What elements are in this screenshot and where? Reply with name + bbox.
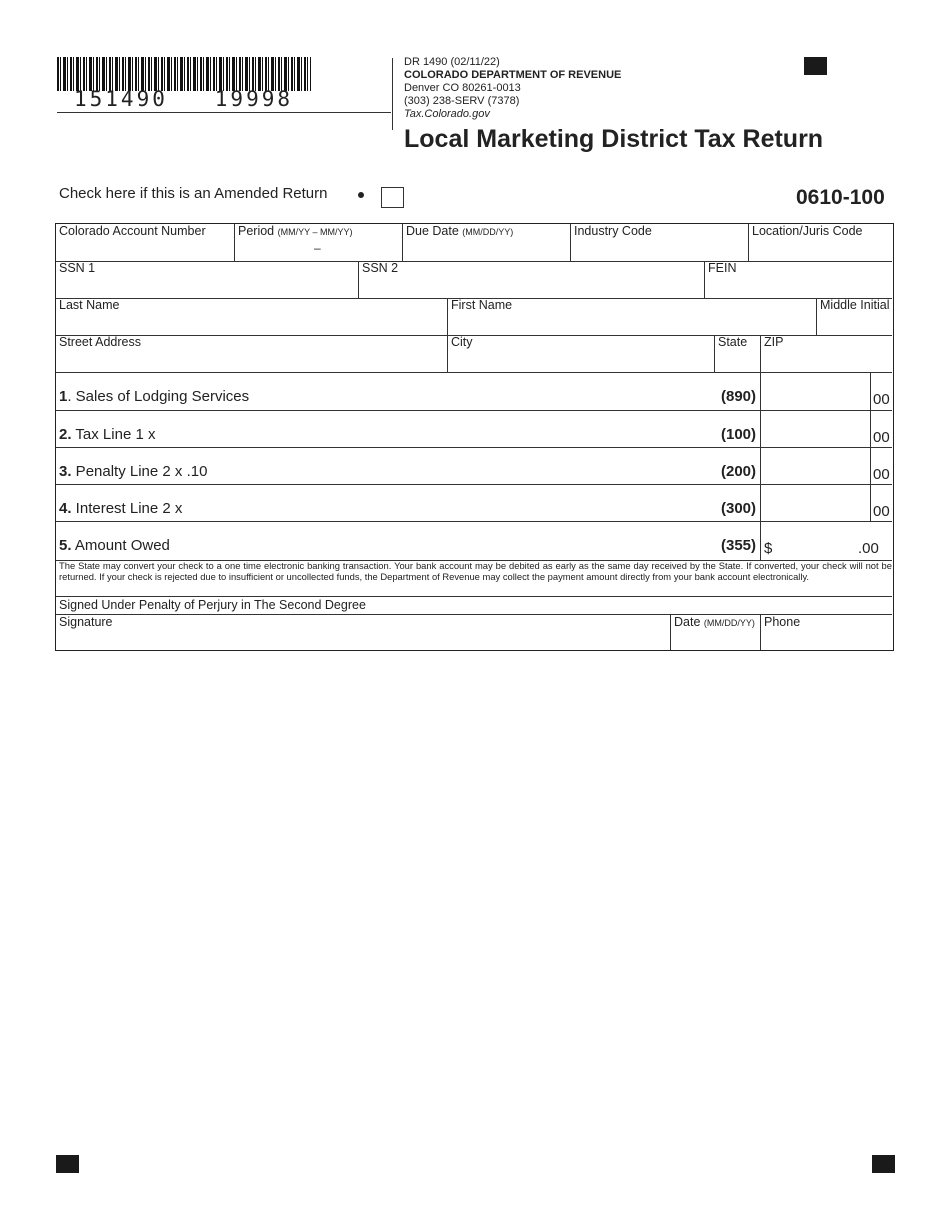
- location-code-label: Location/Juris Code: [752, 224, 863, 238]
- line-2-code: (100): [721, 426, 757, 443]
- registration-mark-bottom-left: [56, 1155, 79, 1173]
- period-separator: –: [314, 241, 321, 255]
- signature-label: Signature: [59, 615, 113, 629]
- line-2-cents: 00: [873, 429, 890, 446]
- line-5-code: (355): [721, 537, 757, 554]
- agency-address: Denver CO 80261-0013: [404, 82, 521, 94]
- payment-notice: The State may convert your check to a one time electronic banking transaction. Your bank account may be debited as early as the same day received by the State. If converted, your check will not be returned. If your check is rejected due to insufficient or uncollected funds, the Department of Revenue may collect the payment amount directly from your bank account electronically.: [59, 560, 892, 582]
- industry-code-label: Industry Code: [574, 224, 652, 238]
- registration-mark-bottom-right: [872, 1155, 895, 1173]
- agency-name: COLORADO DEPARTMENT OF REVENUE: [404, 69, 622, 81]
- barcode: [57, 57, 311, 91]
- state-label: State: [718, 335, 748, 349]
- phone-label: Phone: [764, 615, 801, 629]
- agency-phone: (303) 238-SERV (7378): [404, 95, 520, 107]
- page-title: Local Marketing District Tax Return: [404, 125, 824, 153]
- line-4-code: (300): [721, 500, 757, 517]
- zip-label: ZIP: [764, 335, 784, 349]
- city-label: City: [451, 335, 473, 349]
- account-number-label: Colorado Account Number: [59, 224, 206, 238]
- line-5-label: 5. Amount Owed: [59, 537, 170, 554]
- line-1-label: 1. Sales of Lodging Services: [59, 388, 250, 405]
- form-number: 0610-100: [796, 186, 885, 209]
- amended-checkbox[interactable]: [381, 187, 404, 208]
- registration-mark-top: [804, 57, 827, 75]
- street-address-label: Street Address: [59, 335, 141, 349]
- line-2-label: 2. Tax Line 1 x: [59, 426, 156, 443]
- barcode-underline: [57, 112, 391, 113]
- period-label: Period (MM/YY – MM/YY): [238, 224, 353, 238]
- middle-initial-label: Middle Initial: [820, 298, 890, 312]
- dollar-sign: $: [764, 540, 773, 557]
- tax-return-form: [55, 223, 894, 651]
- header-divider: [392, 58, 393, 130]
- first-name-label: First Name: [451, 298, 513, 312]
- agency-website[interactable]: Tax.Colorado.gov: [404, 108, 490, 120]
- line-1-code: (890): [721, 388, 757, 405]
- line-3-label: 3. Penalty Line 2 x .10: [59, 463, 208, 480]
- line-1-cents: 00: [873, 391, 890, 408]
- line-3-code: (200): [721, 463, 757, 480]
- bullet-icon: [358, 192, 364, 198]
- ssn1-label: SSN 1: [59, 261, 96, 275]
- amended-label: Check here if this is an Amended Return: [59, 185, 328, 202]
- last-name-label: Last Name: [59, 298, 120, 312]
- date-label: Date (MM/DD/YY): [674, 615, 755, 629]
- ssn2-label: SSN 2: [362, 261, 399, 275]
- form-id: DR 1490 (02/11/22): [404, 56, 500, 68]
- perjury-statement: Signed Under Penalty of Perjury in The Second Degree: [59, 598, 366, 612]
- line-5-cents: .00: [858, 540, 879, 557]
- agency-header: [404, 56, 621, 121]
- line-4-label: 4. Interest Line 2 x: [59, 500, 183, 517]
- due-date-label: Due Date (MM/DD/YY): [406, 224, 514, 238]
- line-3-cents: 00: [873, 466, 890, 483]
- line-4-cents: 00: [873, 503, 890, 520]
- fein-label: FEIN: [708, 261, 737, 275]
- barcode-number: 151490 19998: [74, 87, 294, 111]
